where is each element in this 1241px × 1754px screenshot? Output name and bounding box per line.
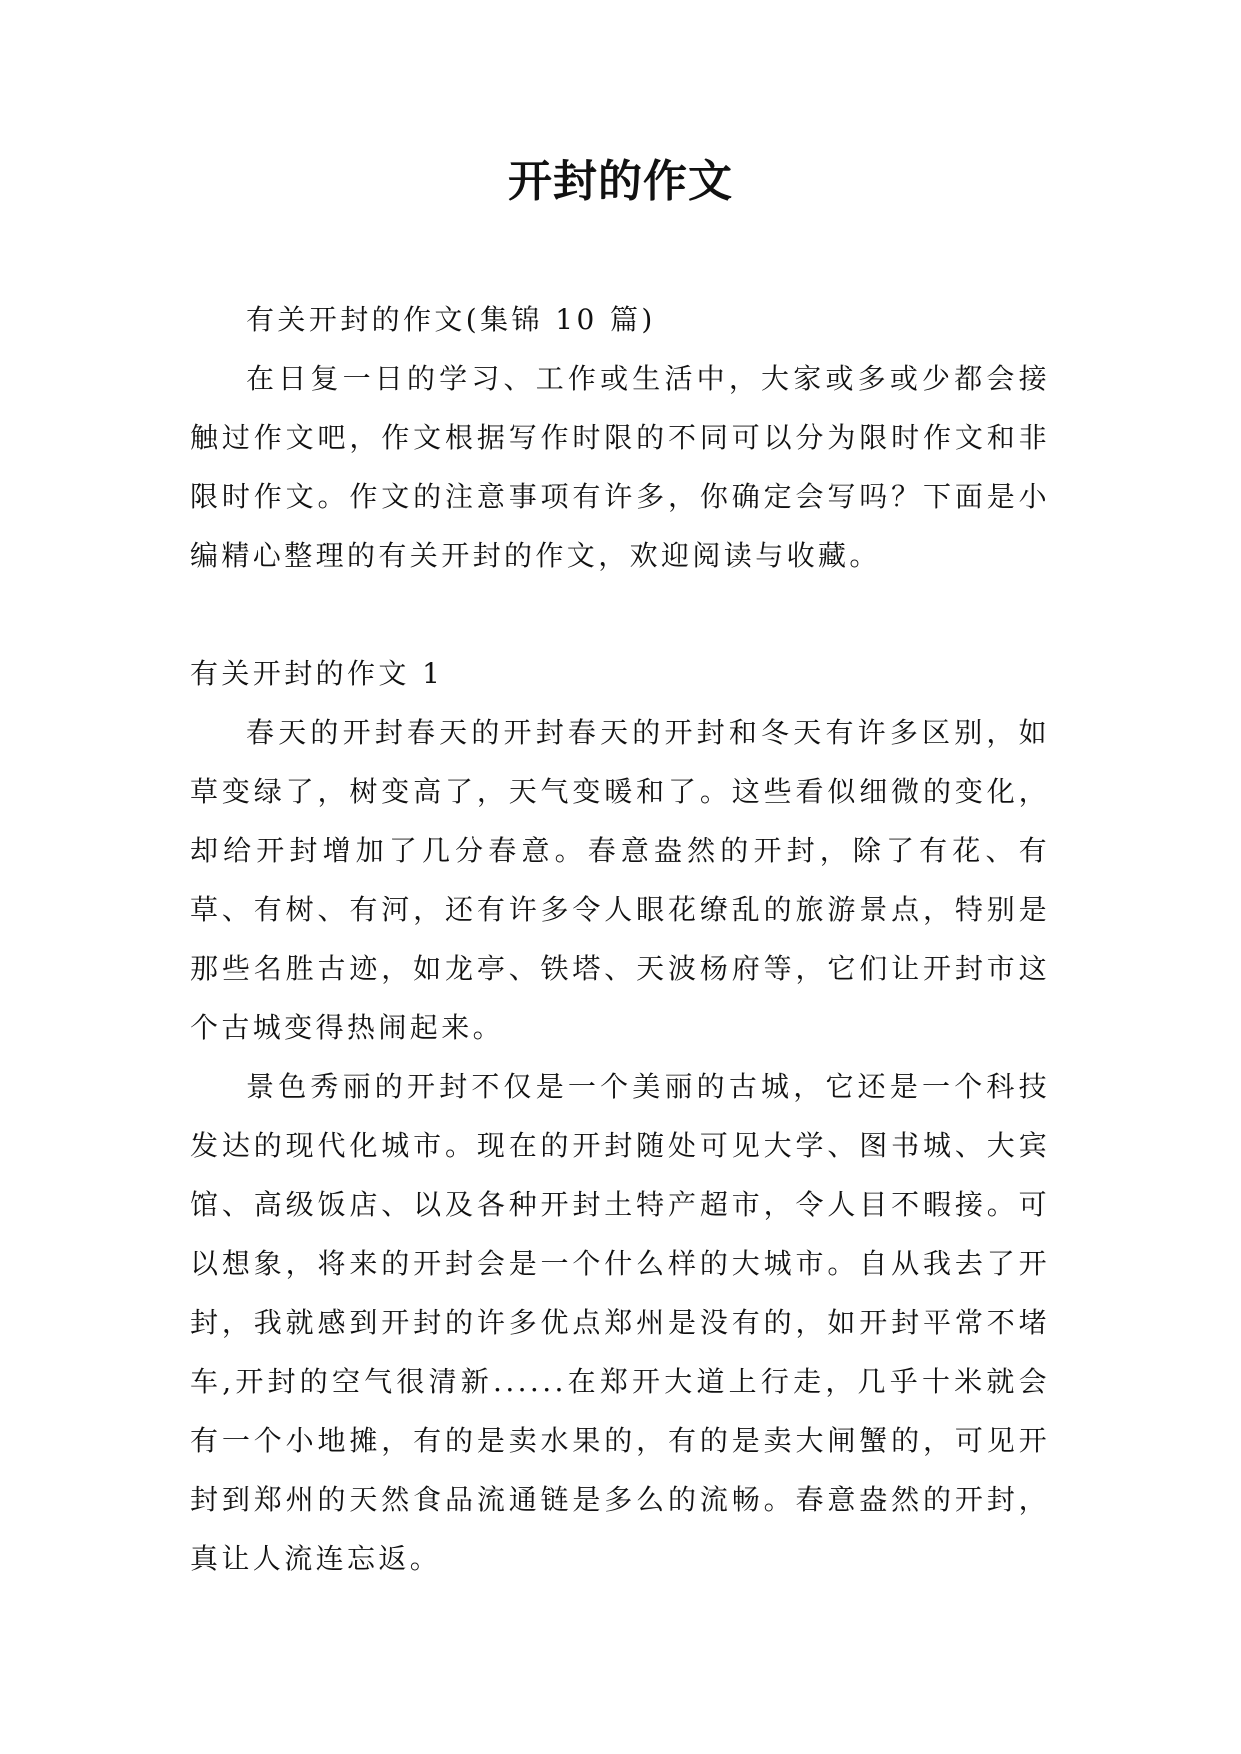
body-paragraph: 春天的开封春天的开封春天的开封和冬天有许多区别，如草变绿了，树变高了，天气变暖和了。这些看似细微的变化，却给开封增加了几分春意。春意盎然的开封，除了有花、有草、有树、有河，还有许多令人眼花缭乱的旅游景点，特别是那些名胜古迹，如龙亭、铁塔、天波杨府等，它们让开封市这个古城变得热闹起来。 [190, 716, 1050, 1044]
section-heading: 有关开封的作文 1 [190, 657, 444, 690]
document-subtitle: 有关开封的作文(集锦 10 篇) [246, 303, 656, 336]
document-body [190, 290, 1050, 1588]
intro-paragraph: 在日复一日的学习、工作或生活中，大家或多或少都会接触过作文吧，作文根据写作时限的不同可以分为限时作文和非限时作文。作文的注意事项有许多，你确定会写吗？下面是小编精心整理的有关开封的作文，欢迎阅读与收藏。 [190, 362, 1050, 572]
body-paragraph: 景色秀丽的开封不仅是一个美丽的古城，它还是一个科技发达的现代化城市。现在的开封随处可见大学、图书城、大宾馆、高级饭店、以及各种开封土特产超市，令人目不暇接。可以想象，将来的开封会是一个什么样的大城市。自从我去了开封，我就感到开封的许多优点郑州是没有的，如开封平常不堵车,开封的空气很清新......在郑开大道上行走，几乎十米就会有一个小地摊，有的是卖水果的，有的是卖大闸蟹的，可见开封到郑州的天然食品流通链是多么的流畅。春意盎然的开封，真让人流连忘返。 [190, 1070, 1050, 1575]
document-title: 开封的作文 [508, 156, 733, 207]
section-spacer [190, 585, 1050, 644]
